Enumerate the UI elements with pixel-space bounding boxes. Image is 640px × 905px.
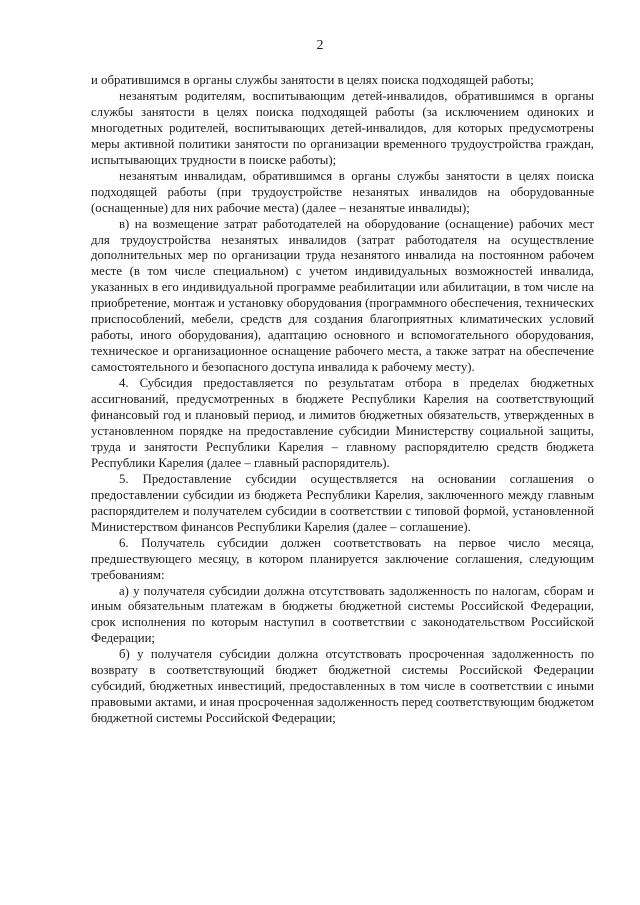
paragraph: незанятым родителям, воспитывающим детей-инвалидов, обратившимся в органы службы занятости в целях поиска подходящей работы (за исключением одиноких и многодетных родителей, воспитывающих детей-инвалидов, для которых предусмотрены меры активной политики занятости по организации временного трудоустройства граждан, испытывающих трудности в поиске работы); xyxy=(91,88,594,167)
document-body xyxy=(91,73,594,727)
paragraph: в) на возмещение затрат работодателей на оборудование (оснащение) рабочих мест для трудоустройства незанятых инвалидов (затрат работодателя на осуществление дополнительных мер по организации труда незанятого инвалида на постоянном рабочем месте (в том числе специальном) с учетом индивидуальных возможностей инвалида, указанных в его индивидуальной программе реабилитации или абилитации, в том числе на приобретение, монтаж и установку оборудования (программного обеспечения, технических приспособлений, мебели, средств для создания благоприятных климатических условий работы, иного оборудования), адаптацию основного и вспомогательного оборудования, техническое и организационное оснащение рабочего места, а также затрат на обеспечение самостоятельного и безопасного доступа инвалида к рабочему месту). xyxy=(91,216,594,375)
paragraph: 6. Получатель субсидии должен соответствовать на первое число месяца, предшествующего месяцу, в котором планируется заключение соглашения, следующим требованиям: xyxy=(91,535,594,582)
paragraph: а) у получателя субсидии должна отсутствовать задолженность по налогам, сборам и иным обязательным платежам в бюджеты бюджетной системы Российской Федерации, срок исполнения по которым наступил в соответствии с законодательством Российской Федерации; xyxy=(91,583,594,646)
page-number: 2 xyxy=(316,38,324,53)
paragraph: 5. Предоставление субсидии осуществляется на основании соглашения о предоставлении субсидии из бюджета Республики Карелия, заключенного между главным распорядителем и получателем субсидии в соответствии с типовой формой, установленной Министерством финансов Республики Карелия (далее – соглашение). xyxy=(91,471,594,534)
paragraph: б) у получателя субсидии должна отсутствовать просроченная задолженность по возврату в соответствующий бюджет бюджетной системы Российской Федерации субсидий, бюджетных инвестиций, предоставленных в том числе в соответствии с иными правовыми актами, и иная просроченная задолженность перед соответствующим бюджетом бюджетной системы Российской Федерации; xyxy=(91,647,594,726)
paragraph: и обратившимся в органы службы занятости в целях поиска подходящей работы; xyxy=(91,73,534,87)
paragraph: 4. Субсидия предоставляется по результатам отбора в пределах бюджетных ассигнований, предусмотренных в бюджете Республики Карелия на соответствующий финансовый год и плановый период, и лимитов бюджетных обязательств, утвержденных в установленном порядке на предоставление субсидии Министерству социальной защиты, труда и занятости Республики Карелия – главному распорядителю средств бюджета Республики Карелия (далее – главный распорядитель). xyxy=(91,376,594,470)
paragraph: незанятым инвалидам, обратившимся в органы службы занятости в целях поиска подходящей работы (при трудоустройстве незанятых инвалидов на оборудованные (оснащенные) для них рабочие места) (далее – незанятые инвалиды); xyxy=(91,168,594,215)
